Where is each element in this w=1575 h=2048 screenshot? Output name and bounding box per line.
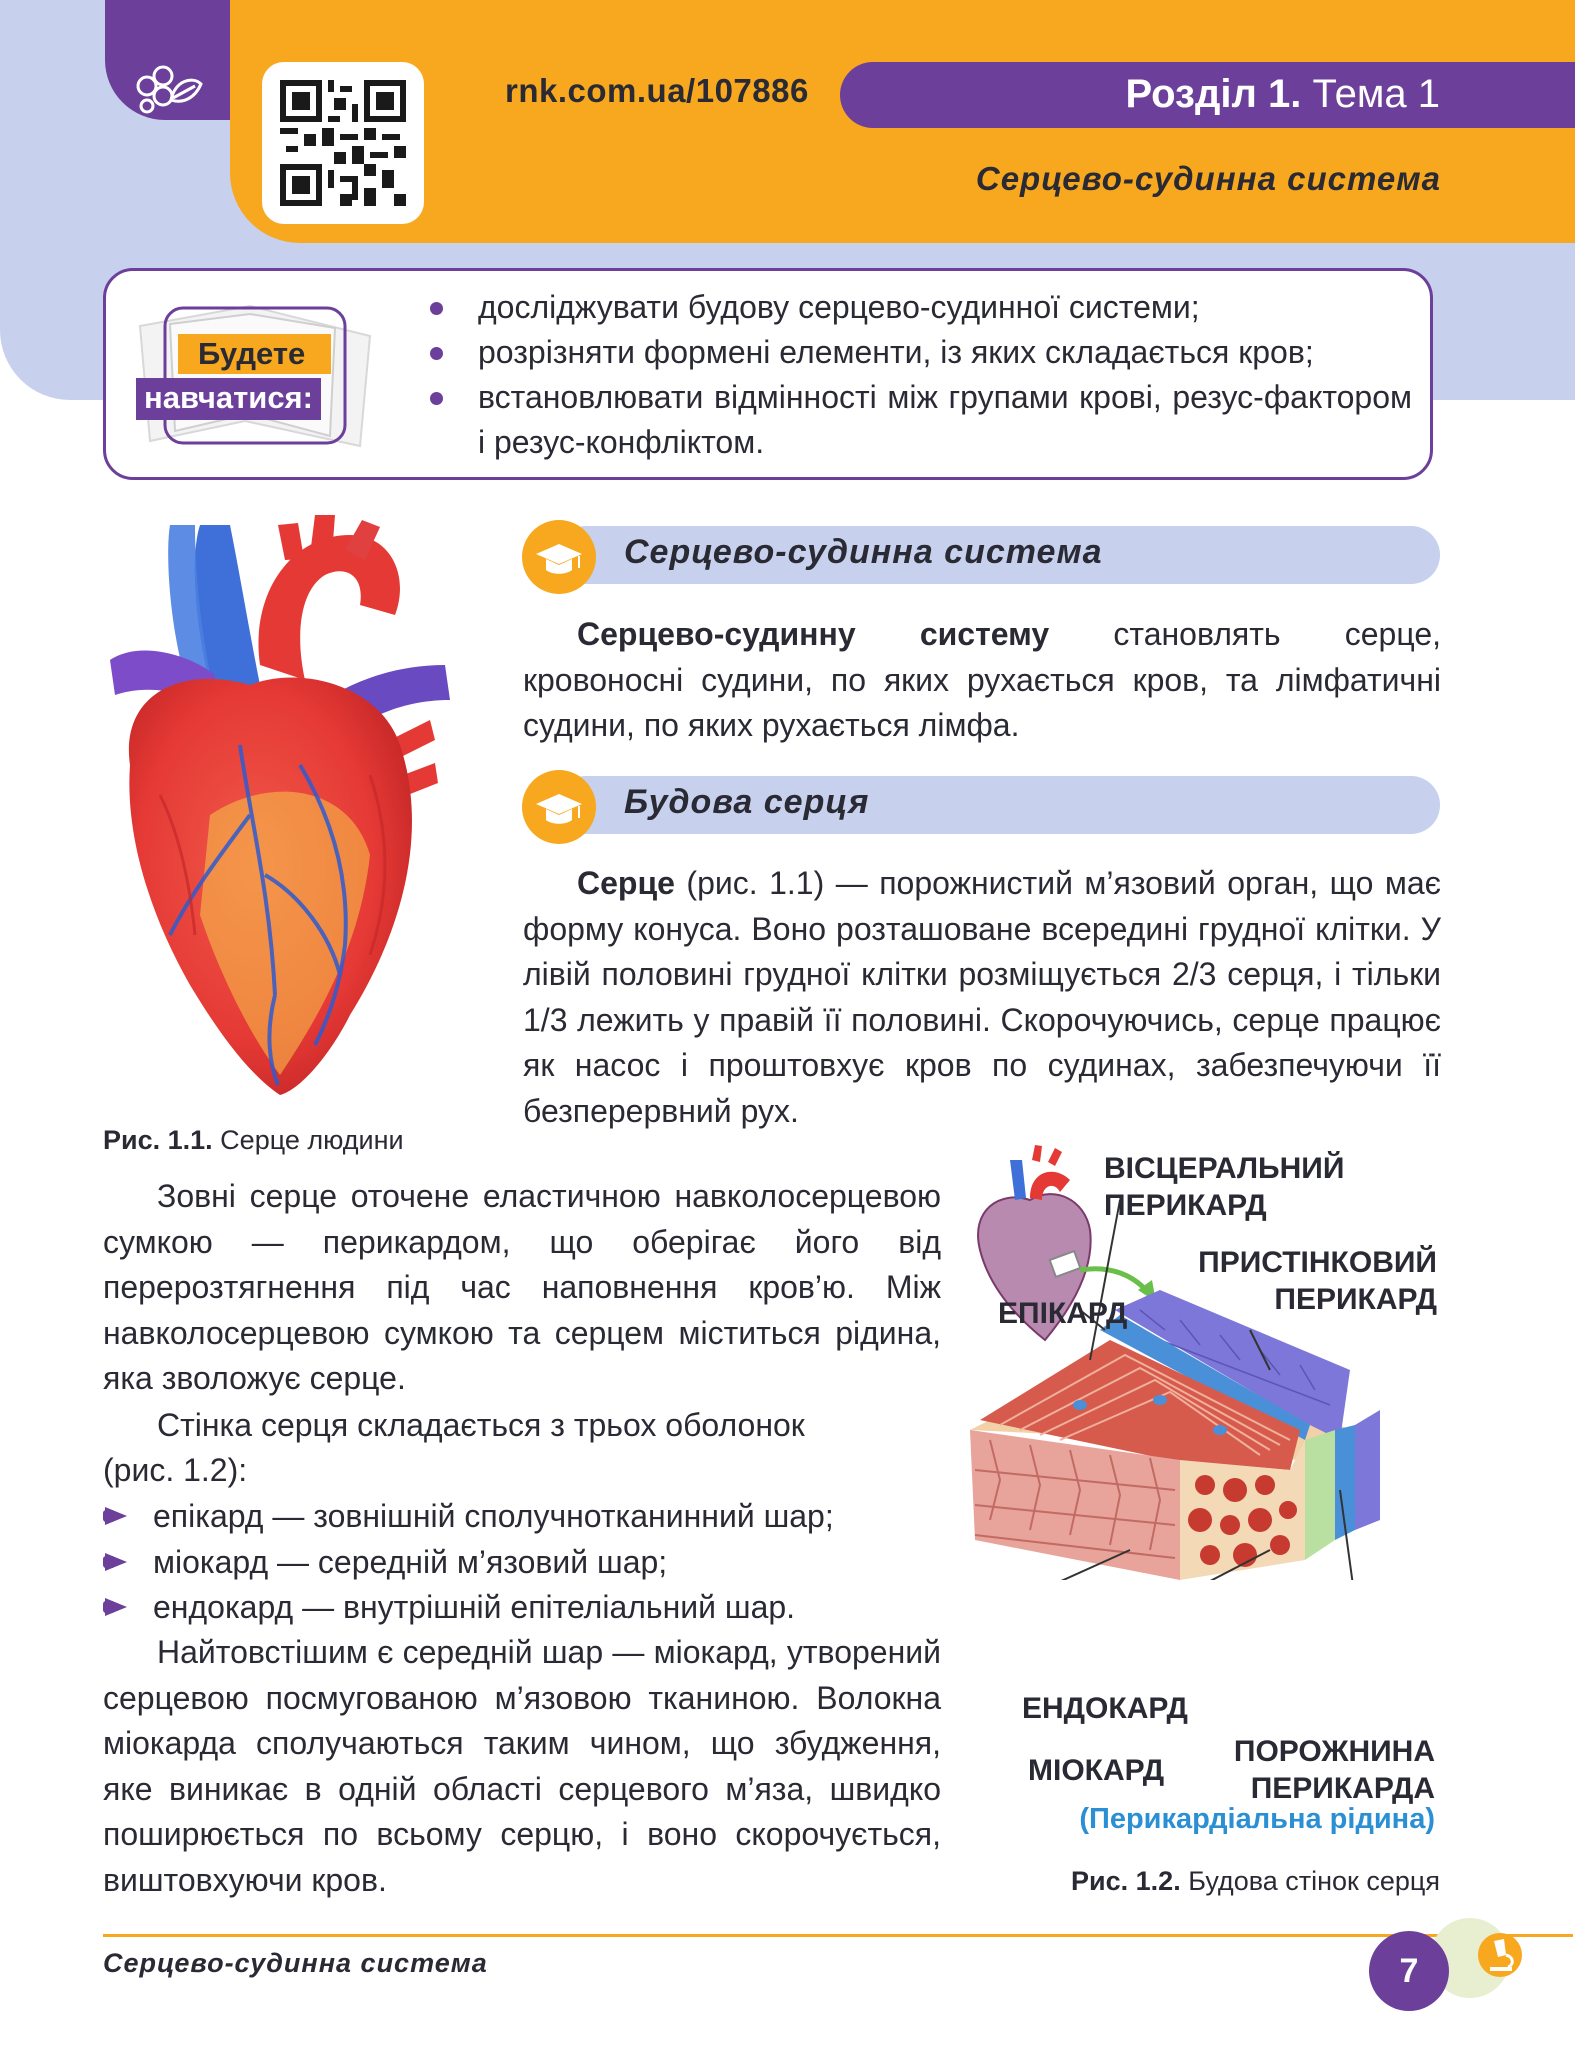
page-number: 7 [1369, 1931, 1449, 2011]
molecule-leaf-icon [105, 0, 230, 120]
label-pericardial-cavity [1234, 1733, 1435, 1807]
goal-item: досліджувати будову серцево-судинної системи; [420, 285, 1412, 330]
label-line: ПЕРИКАРД [1274, 1283, 1437, 1316]
section-heading-cardiovascular [522, 526, 1440, 584]
goal-item: встановлювати відмінності між групами крові, резус-фактором і резус-конфліктом. [420, 375, 1412, 465]
label-endocard: ЕНДОКАРД [1022, 1692, 1188, 1725]
header-topic-title: Серцево-судинна система [975, 160, 1441, 197]
resource-url[interactable]: rnk.com.ua/107886 [505, 72, 809, 109]
label-line: ПЕРИКАРДА [1250, 1772, 1435, 1805]
goals-badge-bottom: навчатися: [136, 378, 321, 420]
paragraph-pericardium: Зовні серце оточене еластичною навколосерцевою сумкою — перикардом, що оберігає його від перерозтягнення під час наповнення кров’ю. Між навколосерцевою сумкою та серцем міститься рідина, яка зволожує серце. [103, 1178, 941, 1396]
qr-code-icon[interactable] [280, 80, 406, 206]
paragraph-cardiovascular-system [523, 612, 1441, 749]
figure-1-number: Рис. 1.1. [103, 1125, 213, 1155]
layer-item-myocard: міокард — середній м’язовий шар; [103, 1540, 941, 1586]
graduation-cap-icon [522, 770, 596, 844]
figure-1-title: Серце людини [212, 1125, 404, 1155]
goals-badge-top: Будете [178, 334, 331, 374]
label-line: ПРИСТІНКОВИЙ [1198, 1246, 1437, 1279]
label-myocard: МІОКАРД [1028, 1754, 1165, 1787]
figure-2-title: Будова стінок серця [1180, 1866, 1440, 1896]
topic-number: Тема 1 [1312, 72, 1440, 116]
footer-divider [103, 1934, 1573, 1937]
heading-text: Будова серця [624, 783, 870, 821]
microscope-icon [1470, 1925, 1530, 1985]
section-number: Розділ 1. [1125, 72, 1302, 116]
label-line: ВІСЦЕРАЛЬНИЙ [1104, 1152, 1345, 1185]
paragraph-wall-layers: Стінка серця складається з трьох оболонок [157, 1407, 805, 1443]
figure-1-caption [103, 1125, 404, 1156]
header-purple-tab [105, 0, 230, 120]
paragraph-wall-layers-ref: (рис. 1.2): [103, 1452, 248, 1488]
section-heading-heart-structure [522, 776, 1440, 834]
goal-item: розрізняти формені елементи, із яких складається кров; [420, 330, 1412, 375]
heart-layers-list [103, 1494, 941, 1631]
label-pericardial-fluid: (Перикардіальна рідина) [1079, 1803, 1435, 1835]
layer-item-endocard: ендокард — внутрішній епітеліальний шар. [103, 1585, 941, 1631]
goals-list [420, 285, 1412, 465]
open-book-icon [130, 296, 380, 456]
paragraph-heart [523, 861, 1441, 1134]
label-epicard: ЕПІКАРД [998, 1297, 1128, 1330]
paragraph-myocard: Найтовстішим є середній шар — міокард, утворений серцевою посмугованою м’язовою тканиною. Волокна міокарда сполучаються таким чином, що збудження, яке виникає в одній області серцевого м’яза, швидко поширюється по всьому серцю, і воно скорочується, виштовхуючи кров. [103, 1634, 941, 1898]
heart-illustration [100, 515, 485, 1100]
graduation-cap-icon [522, 520, 596, 594]
heading-text: Серцево-судинна система [624, 533, 1103, 571]
footer-topic: Серцево-судинна система [103, 1948, 488, 1978]
label-visceral-pericardium [1104, 1150, 1344, 1224]
label-parietal-pericardium [1198, 1244, 1437, 1318]
term-cardiovascular-system: Серцево-судинну систему [577, 616, 1050, 652]
figure-2-number: Рис. 1.2. [1071, 1866, 1181, 1896]
section-label [1125, 72, 1440, 117]
layer-item-epicard: епікард — зовнішній сполучнотканинний шар; [103, 1494, 941, 1540]
figure-2-caption [1071, 1866, 1440, 1897]
paragraph-text: становлять серце, кровоносні судини, по яких рухається кров, та лімфатичні судини, по яких рухається лімфа. [523, 616, 1442, 743]
label-line: ПЕРИКАРД [1104, 1189, 1267, 1222]
paragraph-text: (рис. 1.1) — порожнистий м’язовий орган, що має форму конуса. Воно розташоване всередині грудної клітки. У лівій половині грудної клітки розміщується 2/3 серця, і тільки 1/3 лежить у правій її половині. Скорочуючись, серце працює як насос і проштовхує кров по судинах, забезпечуючи її безперервний рух. [523, 865, 1441, 1129]
term-heart: Серце [577, 865, 675, 901]
label-line: ПОРОЖНИНА [1233, 1735, 1435, 1768]
